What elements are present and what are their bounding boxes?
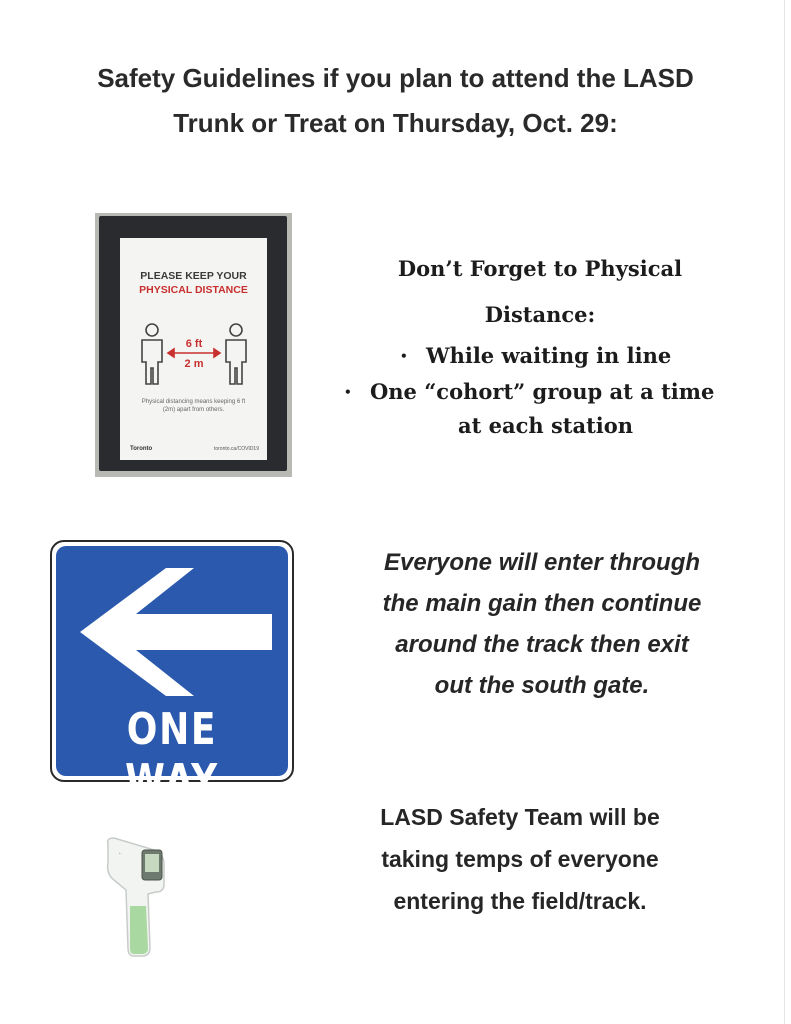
temps-note [350,796,690,922]
list-item [330,374,750,410]
poster-url: toronto.ca/COVID19 [213,446,259,452]
bullet-text: One “cohort” group at a time [370,379,715,404]
physical-distance-section [330,246,750,444]
pd-heading-line-1: Don’t Forget to Physical [397,256,683,281]
bullet-continuation: at each station [458,413,634,438]
route-line-1: Everyone will enter through [383,549,701,576]
bullet-text: While waiting in line [426,343,672,368]
poster-logo: Toronto [130,446,153,452]
temps-line-3: entering the field/track. [393,888,647,914]
poster-heading-2: PHYSICAL DISTANCE [139,284,248,296]
temps-line-2: taking temps of everyone [381,846,659,872]
thermometer-gun-icon [104,836,168,960]
one-way-sign-panel [56,546,288,806]
pd-heading-line-2: Distance: [484,302,596,327]
route-line-2: the main gain then continue [382,590,702,617]
list-item [330,338,750,374]
svg-text:←: ← [118,850,123,856]
page-edge [784,0,785,1024]
one-way-label: ONE WAY [125,704,219,806]
page-title [40,56,751,146]
route-line-4: out the south gate. [434,672,650,699]
route-note [340,542,744,706]
poster-frame [99,216,287,471]
physical-distance-poster-photo [95,213,292,477]
left-arrow-icon [80,568,272,696]
poster-paper [120,238,267,460]
bullet-icon: • [344,385,352,399]
two-people-icon [134,320,254,390]
physical-distance-heading [330,246,750,338]
poster-distance-m: 2 m [184,358,204,370]
bullet-icon: • [400,349,408,363]
poster-distance-ft: 6 ft [185,338,203,350]
temps-line-1: LASD Safety Team will be [380,804,660,830]
title-line-1: Safety Guidelines if you plan to attend the LASD [97,63,694,93]
one-way-sign [50,540,294,806]
physical-distance-list [330,338,750,410]
title-line-2: Trunk or Treat on Thursday, Oct. 29: [173,108,618,138]
poster-small-text: Physical distancing means keeping 6 ft (2m) apart from others. [141,399,246,413]
route-line-3: around the track then exit [395,631,689,658]
poster-heading-1: PLEASE KEEP YOUR [140,270,247,282]
